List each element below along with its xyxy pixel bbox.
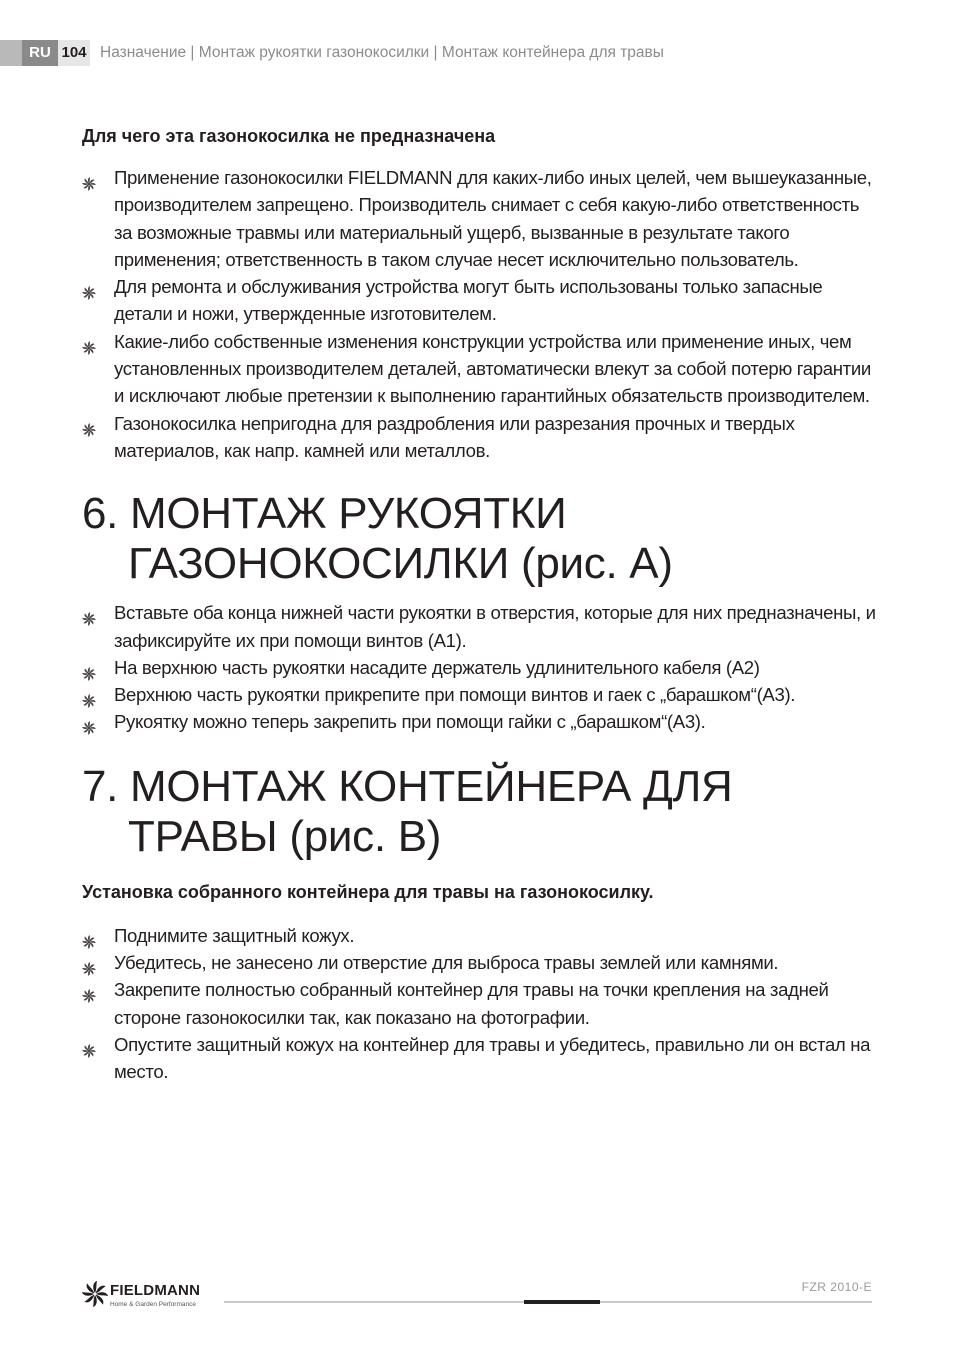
list-item: Какие-либо собственные изменения конструкции устройства или применение иных, чем установленных производителем деталей, автоматически влекут за собой потерю гарантии и исключают любые претензии к выполнению гарантийных обязательств производителем.: [82, 328, 882, 410]
brand-name: FIELDMANN: [110, 1282, 201, 1299]
flower-bullet-icon: [82, 688, 96, 702]
page-header: [0, 40, 954, 66]
section-7-list: [82, 922, 882, 1086]
flower-bullet-icon: [82, 280, 96, 294]
section-6-title-line1: 6. МОНТАЖ РУКОЯТКИ: [82, 489, 567, 539]
list-item: Для ремонта и обслуживания устройства могут быть использованы только запасные детали и ножи, утвержденные изготовителем.: [82, 273, 882, 328]
list-item: Газонокосилка непригодна для раздробления или разрезания прочных и твердых материалов, как напр. камней или металлов.: [82, 410, 882, 465]
flower-bullet-icon: [82, 715, 96, 729]
list-item: Рукоятку можно теперь закрепить при помощи гайки с „барашком“(А3).: [82, 708, 882, 735]
list-item: Применение газонокосилки FIELDMANN для каких-либо иных целей, чем вышеуказанные, производителем запрещено. Производитель снимает с себя какую-либо ответственность за возможные травмы или материальный ущерб, вызванные в результате такого применения; ответственность в таком случае несет исключительно пользователь.: [82, 164, 882, 273]
list-item: Убедитесь, не занесено ли отверстие для выброса травы землей или камнями.: [82, 949, 882, 976]
list-item: На верхнюю часть рукоятки насадите держатель удлинительного кабеля (А2): [82, 654, 882, 681]
flower-bullet-icon: [82, 929, 96, 943]
list-item: Опустите защитный кожух на контейнер для травы и убедитесь, правильно ли он встал на место.: [82, 1031, 882, 1086]
brand-tagline: Home & Garden Performance: [110, 1301, 196, 1308]
list-item: Вставьте оба конца нижней части рукоятки в отверстия, которые для них предназначены, и зафиксируйте их при помощи винтов (А1).: [82, 599, 882, 654]
section-6-list: [82, 599, 882, 735]
flower-bullet-icon: [82, 335, 96, 349]
section-7-title: [82, 762, 882, 862]
section-7-title-line2: ТРАВЫ (рис. B): [128, 811, 442, 861]
fieldmann-logo: [82, 1280, 222, 1310]
flower-bullet-icon: [82, 606, 96, 620]
footer-accent-line: [524, 1300, 600, 1304]
language-badge: RU: [22, 40, 58, 66]
list-item: Закрепите полностью собранный контейнер для травы на точки крепления на задней стороне газонокосилки так, как показано на фотографии.: [82, 976, 882, 1031]
page-number: 104: [58, 40, 90, 66]
not-intended-list: [82, 164, 882, 464]
list-item: Верхнюю часть рукоятки прикрепите при помощи винтов и гаек с „барашком“(А3).: [82, 681, 882, 708]
model-number: FZR 2010-E: [801, 1280, 872, 1294]
section-6-title-line2: ГАЗОНОКОСИЛКИ (рис. А): [128, 539, 673, 589]
header-bar: [0, 40, 22, 66]
flower-bullet-icon: [82, 171, 96, 185]
section-7-subheading: Установка собранного контейнера для травы на газонокосилку.: [82, 881, 654, 902]
flower-bullet-icon: [82, 983, 96, 997]
section-6-title: [82, 489, 882, 589]
header-title: Назначение | Монтаж рукоятки газонокосилки | Монтаж контейнера для травы: [100, 44, 664, 61]
page-footer: [82, 1272, 872, 1312]
page-content: [82, 124, 882, 1086]
flower-bullet-icon: [82, 1038, 96, 1052]
flower-bullet-icon: [82, 417, 96, 431]
flower-bullet-icon: [82, 661, 96, 675]
section-7-title-line1: 7. МОНТАЖ КОНТЕЙНЕРА ДЛЯ: [82, 761, 733, 811]
list-item: Поднимите защитный кожух.: [82, 922, 882, 949]
flower-bullet-icon: [82, 956, 96, 970]
fieldmann-logo-icon: [82, 1280, 108, 1308]
section-heading-not-intended: Для чего эта газонокосилка не предназначена: [82, 126, 496, 146]
